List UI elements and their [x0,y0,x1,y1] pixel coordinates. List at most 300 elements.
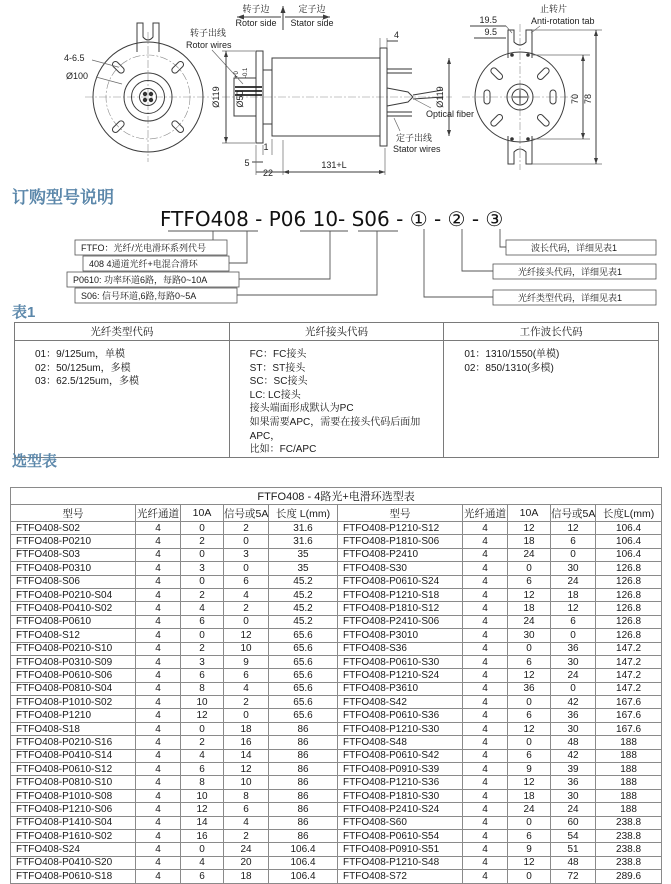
value-cell: 12 [508,522,551,535]
value-cell: 12 [551,602,596,615]
value-cell: 4 [136,803,181,816]
value-cell: 188 [596,763,662,776]
selection-header: 光纤通道 [136,505,181,522]
value-cell: 4 [136,602,181,615]
value-cell: 9 [508,843,551,856]
value-cell: 6 [508,655,551,668]
model-cell: FTFO408-P0410-S14 [11,749,136,762]
model-cell: FTFO408-P2410-S24 [338,803,463,816]
value-cell: 4 [136,696,181,709]
value-cell: 4 [136,669,181,682]
value-cell: 147.2 [596,669,662,682]
value-cell: 36 [551,776,596,789]
value-cell: 24 [551,803,596,816]
value-cell: 45.2 [269,615,338,628]
model-cell: FTFO408-P1210-S06 [11,803,136,816]
table1-line: 01：9/125um，单模 [35,349,126,360]
value-cell: 4 [136,562,181,575]
dim-bottom [244,139,385,178]
value-cell: 6 [181,615,224,628]
value-cell: 238.8 [596,856,662,869]
value-cell: 35 [269,562,338,575]
label-stator-side-en: Stator side [290,18,334,28]
value-cell: 238.8 [596,816,662,829]
value-cell: 4 [136,522,181,535]
model-cell: FTFO408-P1210-S30 [338,722,463,735]
value-cell: 188 [596,749,662,762]
callout-left-0 [75,240,227,255]
value-cell: 4 [136,789,181,802]
callout-right-2 [493,290,656,305]
value-cell: 12 [224,763,269,776]
svg-text:19.5: 19.5 [479,15,497,25]
dim-tab [470,15,512,38]
model-cell: FTFO408-P1210-S24 [338,669,463,682]
model-cell: FTFO408-P1210-S18 [338,588,463,601]
table-row [11,522,662,535]
svg-text:70: 70 [570,93,580,105]
value-cell: 6 [551,535,596,548]
value-cell: 0 [181,548,224,561]
table-row [11,696,662,709]
model-cell: FTFO408-P1010-S02 [11,696,136,709]
value-cell: 4 [463,749,508,762]
model-cell: FTFO408-P0610-S54 [338,829,463,842]
value-cell: 86 [269,736,338,749]
dim-plate-thickness [380,30,399,48]
value-cell: 20 [224,856,269,869]
table-row [11,816,662,829]
model-cell: FTFO408-P3010 [338,629,463,642]
value-cell: 4 [463,535,508,548]
value-cell: 30 [551,655,596,668]
value-cell: 65.6 [269,655,338,668]
value-cell: 31.6 [269,522,338,535]
value-cell: 45.2 [269,602,338,615]
value-cell: 0 [224,562,269,575]
svg-text:131+L: 131+L [321,160,347,170]
model-cell: FTFO408-P1810-S12 [338,602,463,615]
model-cell: FTFO408-P0610-S06 [11,669,136,682]
table-row [11,709,662,722]
model-cell: FTFO408-S30 [338,562,463,575]
value-cell: 4 [463,615,508,628]
model-cell: FTFO408-P0610-S42 [338,749,463,762]
value-cell: 72 [551,870,596,883]
value-cell: 12 [551,522,596,535]
value-cell: 188 [596,736,662,749]
value-cell: 4 [224,682,269,695]
table-row [11,588,662,601]
value-cell: 36 [551,709,596,722]
table-row [11,642,662,655]
table1-line: FC：FC接头 [249,349,307,360]
value-cell: 6 [508,829,551,842]
model-cell: FTFO408-P0210-S04 [11,588,136,601]
model-cell: FTFO408-S18 [11,722,136,735]
value-cell: 2 [224,829,269,842]
value-cell: 126.8 [596,588,662,601]
value-cell: 30 [551,789,596,802]
value-cell: 106.4 [596,522,662,535]
value-cell: 0 [508,696,551,709]
value-cell: 167.6 [596,696,662,709]
value-cell: 126.8 [596,562,662,575]
value-cell: 3 [224,548,269,561]
value-cell: 188 [596,789,662,802]
model-cell: FTFO408-S72 [338,870,463,883]
table1-cell [444,341,659,458]
selection-header: 10A [181,505,224,522]
model-cell: FTFO408-S02 [11,522,136,535]
value-cell: 4 [463,816,508,829]
model-cell: FTFO408-P0310 [11,562,136,575]
value-cell: 0 [224,535,269,548]
callout-left-1 [83,256,229,271]
value-cell: 4 [463,803,508,816]
value-cell: 12 [224,629,269,642]
value-cell: 4 [463,776,508,789]
value-cell: 0 [551,629,596,642]
value-cell: 12 [508,669,551,682]
value-cell: 31.6 [269,535,338,548]
value-cell: 30 [551,722,596,735]
callout-right-1 [493,264,656,279]
value-cell: 8 [181,776,224,789]
value-cell: 2 [181,588,224,601]
table1-line: LC: LC接头 [249,389,301,401]
table1-line: 02：850/1310(多模) [464,362,554,374]
value-cell: 10 [181,696,224,709]
value-cell: 2 [181,535,224,548]
model-cell: FTFO408-P1610-S02 [11,829,136,842]
value-cell: 4 [136,642,181,655]
table-row [11,535,662,548]
value-cell: 12 [508,776,551,789]
value-cell: 0 [551,682,596,695]
label-rotor-wires-en: Rotor wires [186,40,232,50]
value-cell: 4 [136,722,181,735]
value-cell: 65.6 [269,669,338,682]
svg-text:光纤类型代码，详细见表1: 光纤类型代码，详细见表1 [518,293,623,303]
value-cell: 86 [269,763,338,776]
value-cell: 12 [508,856,551,869]
value-cell: 86 [269,749,338,762]
value-cell: 4 [463,696,508,709]
value-cell: 2 [181,642,224,655]
value-cell: 0 [224,709,269,722]
model-cell: FTFO408-P1410-S04 [11,816,136,829]
value-cell: 4 [463,575,508,588]
value-cell: 4 [463,722,508,735]
table1-header: 光纤类型代码 [15,323,230,341]
value-cell: 65.6 [269,709,338,722]
value-cell: 60 [551,816,596,829]
value-cell: 36 [508,682,551,695]
label-anti-rotation-zh: 止转片 [540,4,568,14]
table1-line: 如果需要APC，需要在接头代码后面加APC， [249,416,421,442]
value-cell: 39 [551,763,596,776]
value-cell: 18 [224,722,269,735]
value-cell: 35 [269,548,338,561]
value-cell: 106.4 [596,548,662,561]
value-cell: 0 [551,548,596,561]
value-cell: 0 [508,562,551,575]
value-cell: 12 [181,709,224,722]
value-cell: 4 [463,588,508,601]
model-cell: FTFO408-P0610-S36 [338,709,463,722]
value-cell: 106.4 [269,870,338,883]
svg-text:-0.1: -0.1 [243,67,249,78]
value-cell: 2 [181,736,224,749]
model-cell: FTFO408-P0810-S10 [11,776,136,789]
model-cell: FTFO408-P0610-S12 [11,763,136,776]
label-anti-rotation-en: Anti-rotation tab [531,16,595,26]
value-cell: 4 [136,856,181,869]
value-cell: 4 [463,789,508,802]
value-cell: 86 [269,776,338,789]
svg-text:1: 1 [263,142,269,152]
model-cell: FTFO408-P3610 [338,682,463,695]
value-cell: 147.2 [596,682,662,695]
label-rotor-wires-zh: 转子出线 [190,28,227,38]
value-cell: 4 [136,615,181,628]
svg-text:FTFO：光纤/光电滑环系列代号: FTFO：光纤/光电滑环系列代号 [81,243,206,253]
table-row [11,749,662,762]
table-row [11,669,662,682]
value-cell: 4 [463,736,508,749]
value-cell: 6 [181,669,224,682]
model-cell: FTFO408-S42 [338,696,463,709]
value-cell: 2 [224,602,269,615]
value-cell: 36 [551,642,596,655]
value-cell: 86 [269,722,338,735]
value-cell: 238.8 [596,829,662,842]
value-cell: 30 [508,629,551,642]
value-cell: 4 [136,816,181,829]
value-cell: 6 [508,749,551,762]
value-cell: 45.2 [269,575,338,588]
model-cell: FTFO408-P0610-S30 [338,655,463,668]
value-cell: 4 [136,575,181,588]
value-cell: 0 [508,870,551,883]
value-cell: 4 [136,682,181,695]
table-row [11,843,662,856]
value-cell: 14 [224,749,269,762]
label-rotor-side-en: Rotor side [235,18,277,28]
callout-right-0 [506,240,656,255]
value-cell: 4 [136,655,181,668]
model-number: FTFO408 - P06 10- S06 - ① - ② - ③ [160,207,504,231]
value-cell: 18 [551,588,596,601]
value-cell: 0 [181,522,224,535]
value-cell: 24 [508,548,551,561]
model-cell: FTFO408-S24 [11,843,136,856]
value-cell: 12 [508,588,551,601]
svg-text:Ø50: Ø50 [235,90,245,108]
value-cell: 0 [508,642,551,655]
value-cell: 24 [551,669,596,682]
side-view-drawing [186,3,474,178]
value-cell: 4 [463,522,508,535]
value-cell: 42 [551,749,596,762]
table1-line: SC：SC接头 [249,376,308,388]
value-cell: 4 [136,588,181,601]
selection-header: 型号 [11,505,136,522]
value-cell: 4 [463,763,508,776]
value-cell: 4 [463,548,508,561]
value-cell: 48 [551,736,596,749]
value-cell: 126.8 [596,629,662,642]
value-cell: 0 [181,722,224,735]
selection-header: 长度L(mm) [596,505,662,522]
value-cell: 188 [596,776,662,789]
value-cell: 16 [181,829,224,842]
value-cell: 8 [224,789,269,802]
selection-header: 信号或5A [224,505,269,522]
svg-text:22: 22 [262,168,274,178]
value-cell: 24 [551,575,596,588]
table-row [11,548,662,561]
model-cell: FTFO408-S12 [11,629,136,642]
selection-header: 光纤通道 [463,505,508,522]
value-cell: 6 [224,803,269,816]
model-cell: FTFO408-P1010-S08 [11,789,136,802]
svg-text:78: 78 [583,93,593,105]
value-cell: 51 [551,843,596,856]
selection-header: 10A [508,505,551,522]
value-cell: 3 [181,562,224,575]
selection-header: 型号 [338,505,463,522]
value-cell: 10 [224,642,269,655]
table-row [11,736,662,749]
value-cell: 289.6 [596,870,662,883]
model-cell: FTFO408-P1810-S06 [338,535,463,548]
value-cell: 4 [136,736,181,749]
value-cell: 4 [181,856,224,869]
model-cell: FTFO408-P0610 [11,615,136,628]
value-cell: 16 [224,736,269,749]
callout-left-2 [67,272,239,287]
model-cell: FTFO408-P0210 [11,535,136,548]
table-row [11,829,662,842]
table1-line: ST：ST接头 [249,362,306,374]
model-cell: FTFO408-P0910-S39 [338,763,463,776]
section-title-table1: 表1 [12,304,36,321]
value-cell: 24 [508,803,551,816]
value-cell: 4 [136,535,181,548]
table1-line: 接头端面形成默认为PC [249,403,354,415]
value-cell: 18 [508,535,551,548]
table-row [11,562,662,575]
value-cell: 3 [181,655,224,668]
value-cell: 147.2 [596,642,662,655]
value-cell: 4 [136,709,181,722]
value-cell: 4 [181,749,224,762]
label-stator-side-zh: 定子边 [298,4,326,14]
value-cell: 4 [136,843,181,856]
svg-text:S06: 信号环道,6路,每路0~5A: S06: 信号环道,6路,每路0~5A [81,291,197,301]
value-cell: 4 [463,602,508,615]
value-cell: 4 [463,629,508,642]
value-cell: 0 [224,615,269,628]
value-cell: 0 [181,843,224,856]
value-cell: 6 [224,575,269,588]
value-cell: 86 [269,829,338,842]
model-cell: FTFO408-P0210-S10 [11,642,136,655]
value-cell: 65.6 [269,629,338,642]
value-cell: 4 [136,776,181,789]
svg-text:9.5: 9.5 [484,27,497,37]
value-cell: 4 [463,669,508,682]
value-cell: 4 [463,682,508,695]
fiber-code-table [14,322,659,458]
model-cell: FTFO408-P0210-S16 [11,736,136,749]
value-cell: 4 [463,655,508,668]
value-cell: 147.2 [596,655,662,668]
value-cell: 167.6 [596,722,662,735]
value-cell: 106.4 [596,535,662,548]
value-cell: 6 [508,575,551,588]
selection-header: 长度 L(mm) [269,505,338,522]
value-cell: 4 [181,602,224,615]
value-cell: 9 [224,655,269,668]
value-cell: 167.6 [596,709,662,722]
value-cell: 126.8 [596,575,662,588]
value-cell: 0 [181,575,224,588]
table-row [11,776,662,789]
table-row [11,575,662,588]
model-cell: FTFO408-S36 [338,642,463,655]
value-cell: 30 [551,562,596,575]
value-cell: 6 [181,763,224,776]
value-cell: 18 [508,789,551,802]
value-cell: 4 [224,816,269,829]
model-cell: FTFO408-P1210-S12 [338,522,463,535]
model-cell: FTFO408-P0310-S09 [11,655,136,668]
value-cell: 238.8 [596,843,662,856]
svg-text:5: 5 [244,158,250,168]
table1-line: 01：1310/1550(单模) [464,349,560,360]
value-cell: 126.8 [596,602,662,615]
svg-text:+0: +0 [234,71,240,78]
value-cell: 54 [551,829,596,842]
value-cell: 126.8 [596,615,662,628]
svg-text:P0610: 功率环道6路，每路0~10A: P0610: 功率环道6路，每路0~10A [73,275,208,285]
dim-front-bolt-circle: Ø100 [66,71,89,81]
value-cell: 2 [224,522,269,535]
label-stator-wires-en: Stator wires [393,144,441,154]
model-cell: FTFO408-P0610-S24 [338,575,463,588]
value-cell: 0 [508,816,551,829]
table-row [11,655,662,668]
value-cell: 8 [181,682,224,695]
svg-text:408 4通道光纤+电混合滑环: 408 4通道光纤+电混合滑环 [89,259,198,269]
value-cell: 9 [508,763,551,776]
value-cell: 4 [136,548,181,561]
label-optical-fiber: Optical fiber [426,109,475,119]
section-title-selection: 选型表 [12,453,58,470]
value-cell: 18 [508,602,551,615]
svg-text:Ø119: Ø119 [435,86,445,108]
value-cell: 86 [269,816,338,829]
value-cell: 65.6 [269,642,338,655]
value-cell: 4 [463,870,508,883]
model-cell: FTFO408-P0910-S51 [338,843,463,856]
value-cell: 4 [463,709,508,722]
callout-connectors [213,229,506,297]
value-cell: 65.6 [269,696,338,709]
